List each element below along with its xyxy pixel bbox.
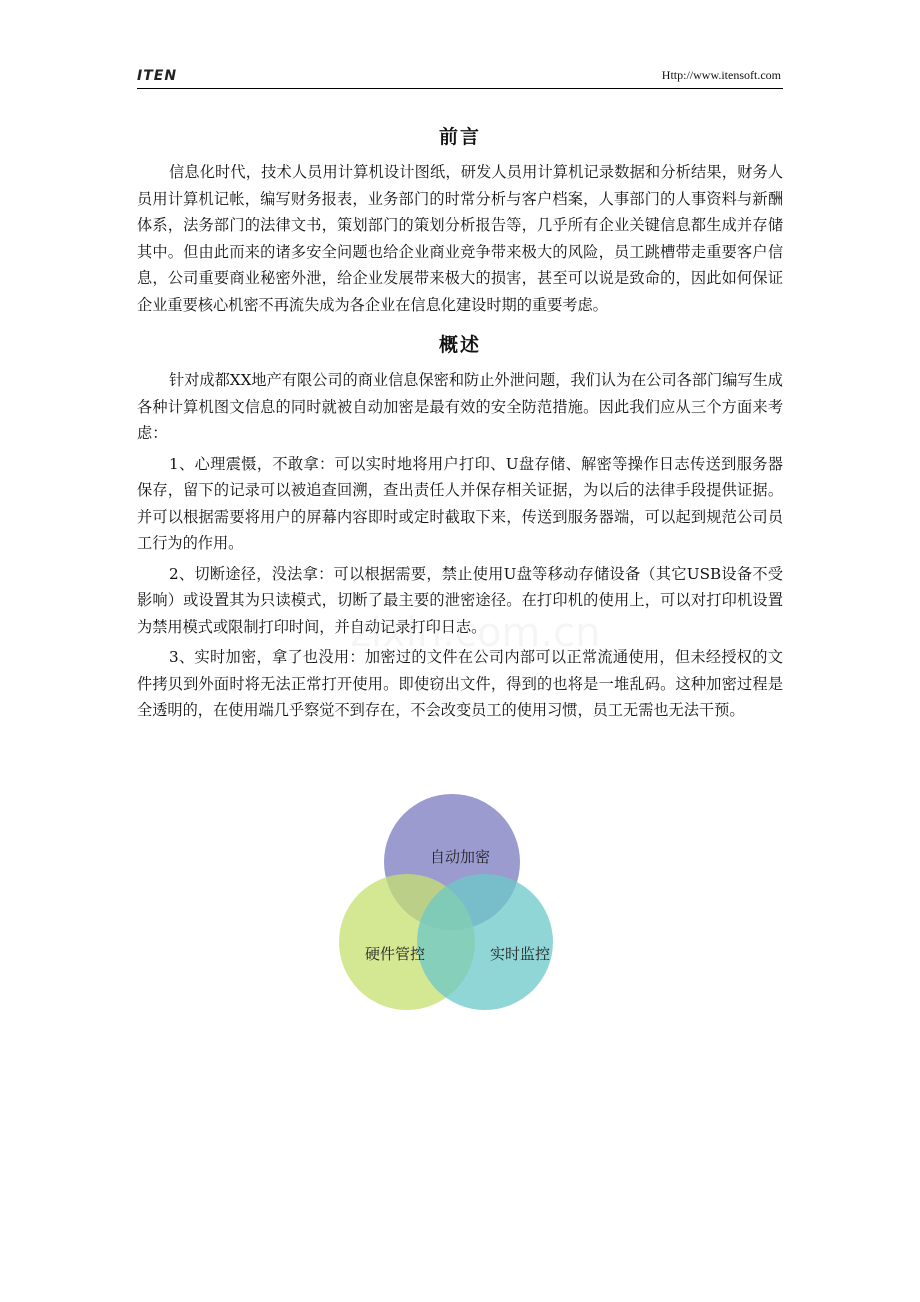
overview-paragraph-3: 3、实时加密，拿了也没用：加密过的文件在公司内部可以正常流通使用，但未经授权的文件拷贝到外面时将无法正常打开使用。即使窃出文件，得到的也将是一堆乱码。这种加密过程是全透明的，在使用端几乎察觉不到存在，不会改变员工的使用习惯，员工无需也无法干预。 <box>137 648 783 719</box>
iten-logo: ITEN <box>137 68 178 84</box>
header-url: Http://www.itensoft.com <box>661 68 781 82</box>
overview-paragraph-intro: 针对成都XX地产有限公司的商业信息保密和防止外泄问题，我们认为在公司各部门编写生成各种计算机图文信息的同时就被自动加密是最有效的安全防范措施。因此我们应从三个方面来考虑： <box>137 371 783 442</box>
section-title-preface: 前言 <box>438 126 481 148</box>
venn-label-hardware: 硬件管控 <box>364 945 426 963</box>
venn-label-encrypt: 自动加密 <box>429 848 491 866</box>
venn-label-monitor: 实时监控 <box>489 945 551 963</box>
preface-paragraph: 信息化时代，技术人员用计算机设计图纸，研发人员用计算机记录数据和分析结果，财务人员用计算机记帐，编写财务报表，业务部门的时常分析与客户档案，人事部门的人事资料与新酬体系，法务部门的法律文书，策划部门的策划分析报告等，几乎所有企业关键信息都生成并存储其中。但由此而来的诸多安全问题也给企业商业竞争带来极大的风险，员工跳槽带走重要客户信息，公司重要商业秘密外泄，给企业发展带来极大的损害，甚至可以说是致命的，因此如何保证企业重要核心机密不再流失成为各企业在信息化建设时期的重要考虑。 <box>137 163 783 314</box>
overview-paragraph-1: 1、心理震慑，不敢拿：可以实时地将用户打印、U盘存储、解密等操作日志传送到服务器保存，留下的记录可以被追查回溯，查出责任人并保存相关证据，为以后的法律手段提供证据。并可以根据需要将用户的屏幕内容即时或定时截取下来，传送到服务器端，可以起到规范公司员工行为的作用。 <box>137 454 783 552</box>
page-header <box>137 62 783 89</box>
venn-circle-monitor <box>417 874 553 1010</box>
overview-paragraph-2: 2、切断途径，没法拿：可以根据需要，禁止使用U盘等移动存储设备（其它USB设备不受影响）或设置其为只读模式，切断了最主要的泄密途径。在打印机的使用上，可以对打印机设置为禁用模式或限制打印时间，并自动记录打印日志。 <box>137 564 783 636</box>
venn-diagram <box>335 792 565 1017</box>
document-body <box>137 118 783 724</box>
section-title-overview: 概述 <box>438 334 481 356</box>
